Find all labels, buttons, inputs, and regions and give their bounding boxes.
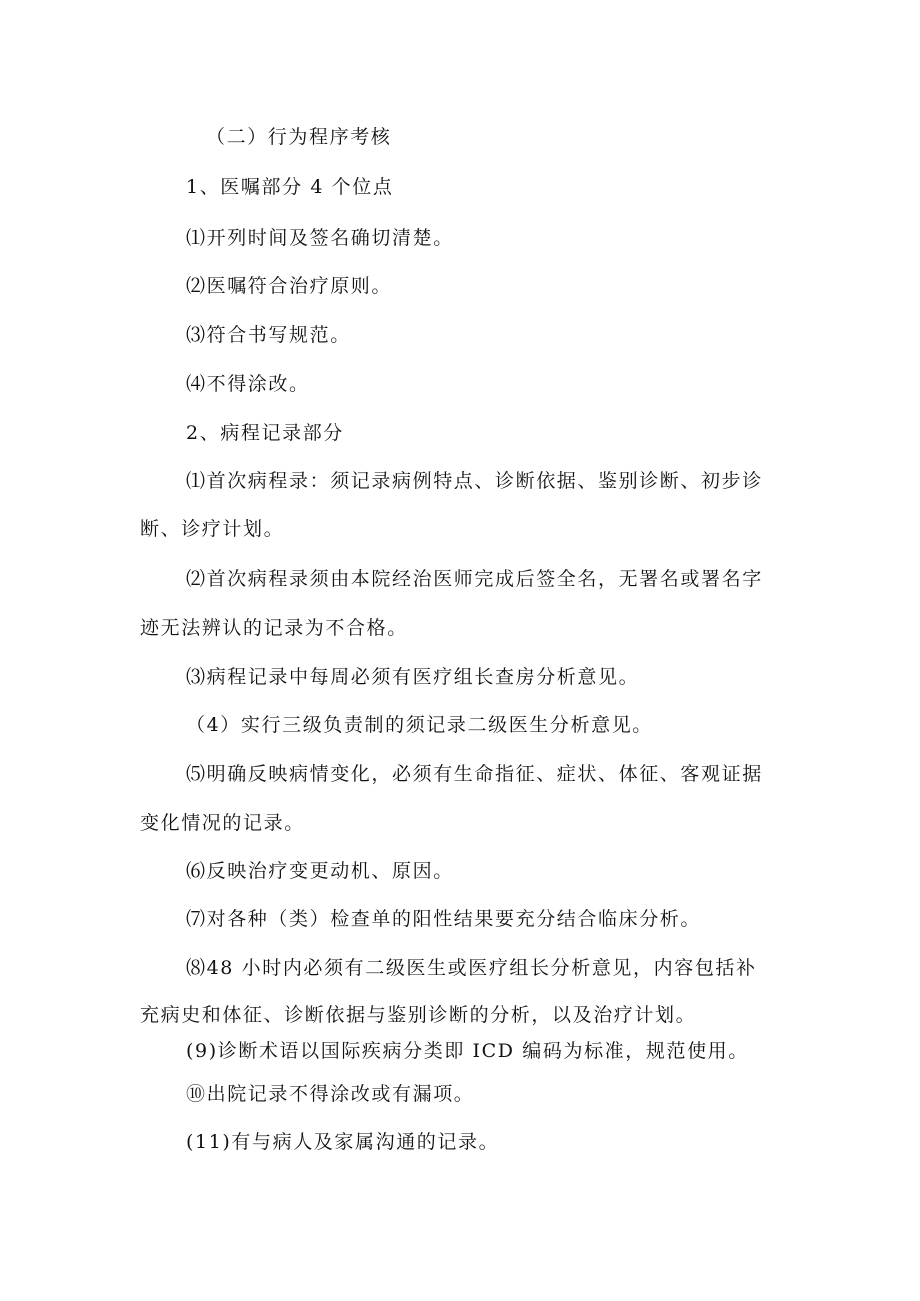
part1-heading: 1、医嘱部分 4 个位点	[186, 176, 394, 198]
item8-line2: 充病史和体征、诊断依据与鉴别诊断的分析，以及治疗计划。	[140, 1004, 697, 1026]
part1-item-1: ⑴开列时间及签名确切清楚。	[186, 227, 454, 249]
item1-line2: 断、诊疗计划。	[140, 518, 285, 540]
item1-line1: ⑴首次病程录：须记录病例特点、诊断依据、鉴别诊断、初步诊	[186, 470, 763, 492]
item5-line2: 变化情况的记录。	[140, 812, 305, 834]
part1-item-2: ⑵医嘱符合治疗原则。	[186, 275, 393, 297]
part1-item-3: ⑶符合书写规范。	[186, 324, 351, 346]
item2-line2: 迹无法辨认的记录为不合格。	[140, 617, 408, 639]
item6: ⑹反映治疗变更动机、原因。	[186, 860, 454, 882]
item8-line1: ⑻48 小时内必须有二级医生或医疗组长分析意见，内容包括补	[186, 957, 757, 979]
item10: ⑩出院记录不得涂改或有漏项。	[186, 1083, 475, 1105]
item5-line1: ⑸明确反映病情变化，必须有生命指征、症状、体征、客观证据	[186, 763, 763, 785]
item4: （4）实行三级负责制的须记录二级医生分析意见。	[186, 714, 653, 736]
section-title: （二）行为程序考核	[206, 126, 392, 148]
item3: ⑶病程记录中每周必须有医疗组长查房分析意见。	[186, 666, 640, 688]
item2-line1: ⑵首次病程录须由本院经治医师完成后签全名，无署名或署名字	[186, 568, 763, 590]
item11: (11)有与病人及家属沟通的记录。	[186, 1131, 500, 1153]
part2-heading: 2、病程记录部分	[186, 422, 344, 444]
item7: ⑺对各种（类）检查单的阳性结果要充分结合临床分析。	[186, 908, 702, 930]
item9: (9)诊断术语以国际疾病分类即 ICD 编码为标准，规范使用。	[186, 1040, 749, 1062]
part1-item-4: ⑷不得涂改。	[186, 373, 310, 395]
